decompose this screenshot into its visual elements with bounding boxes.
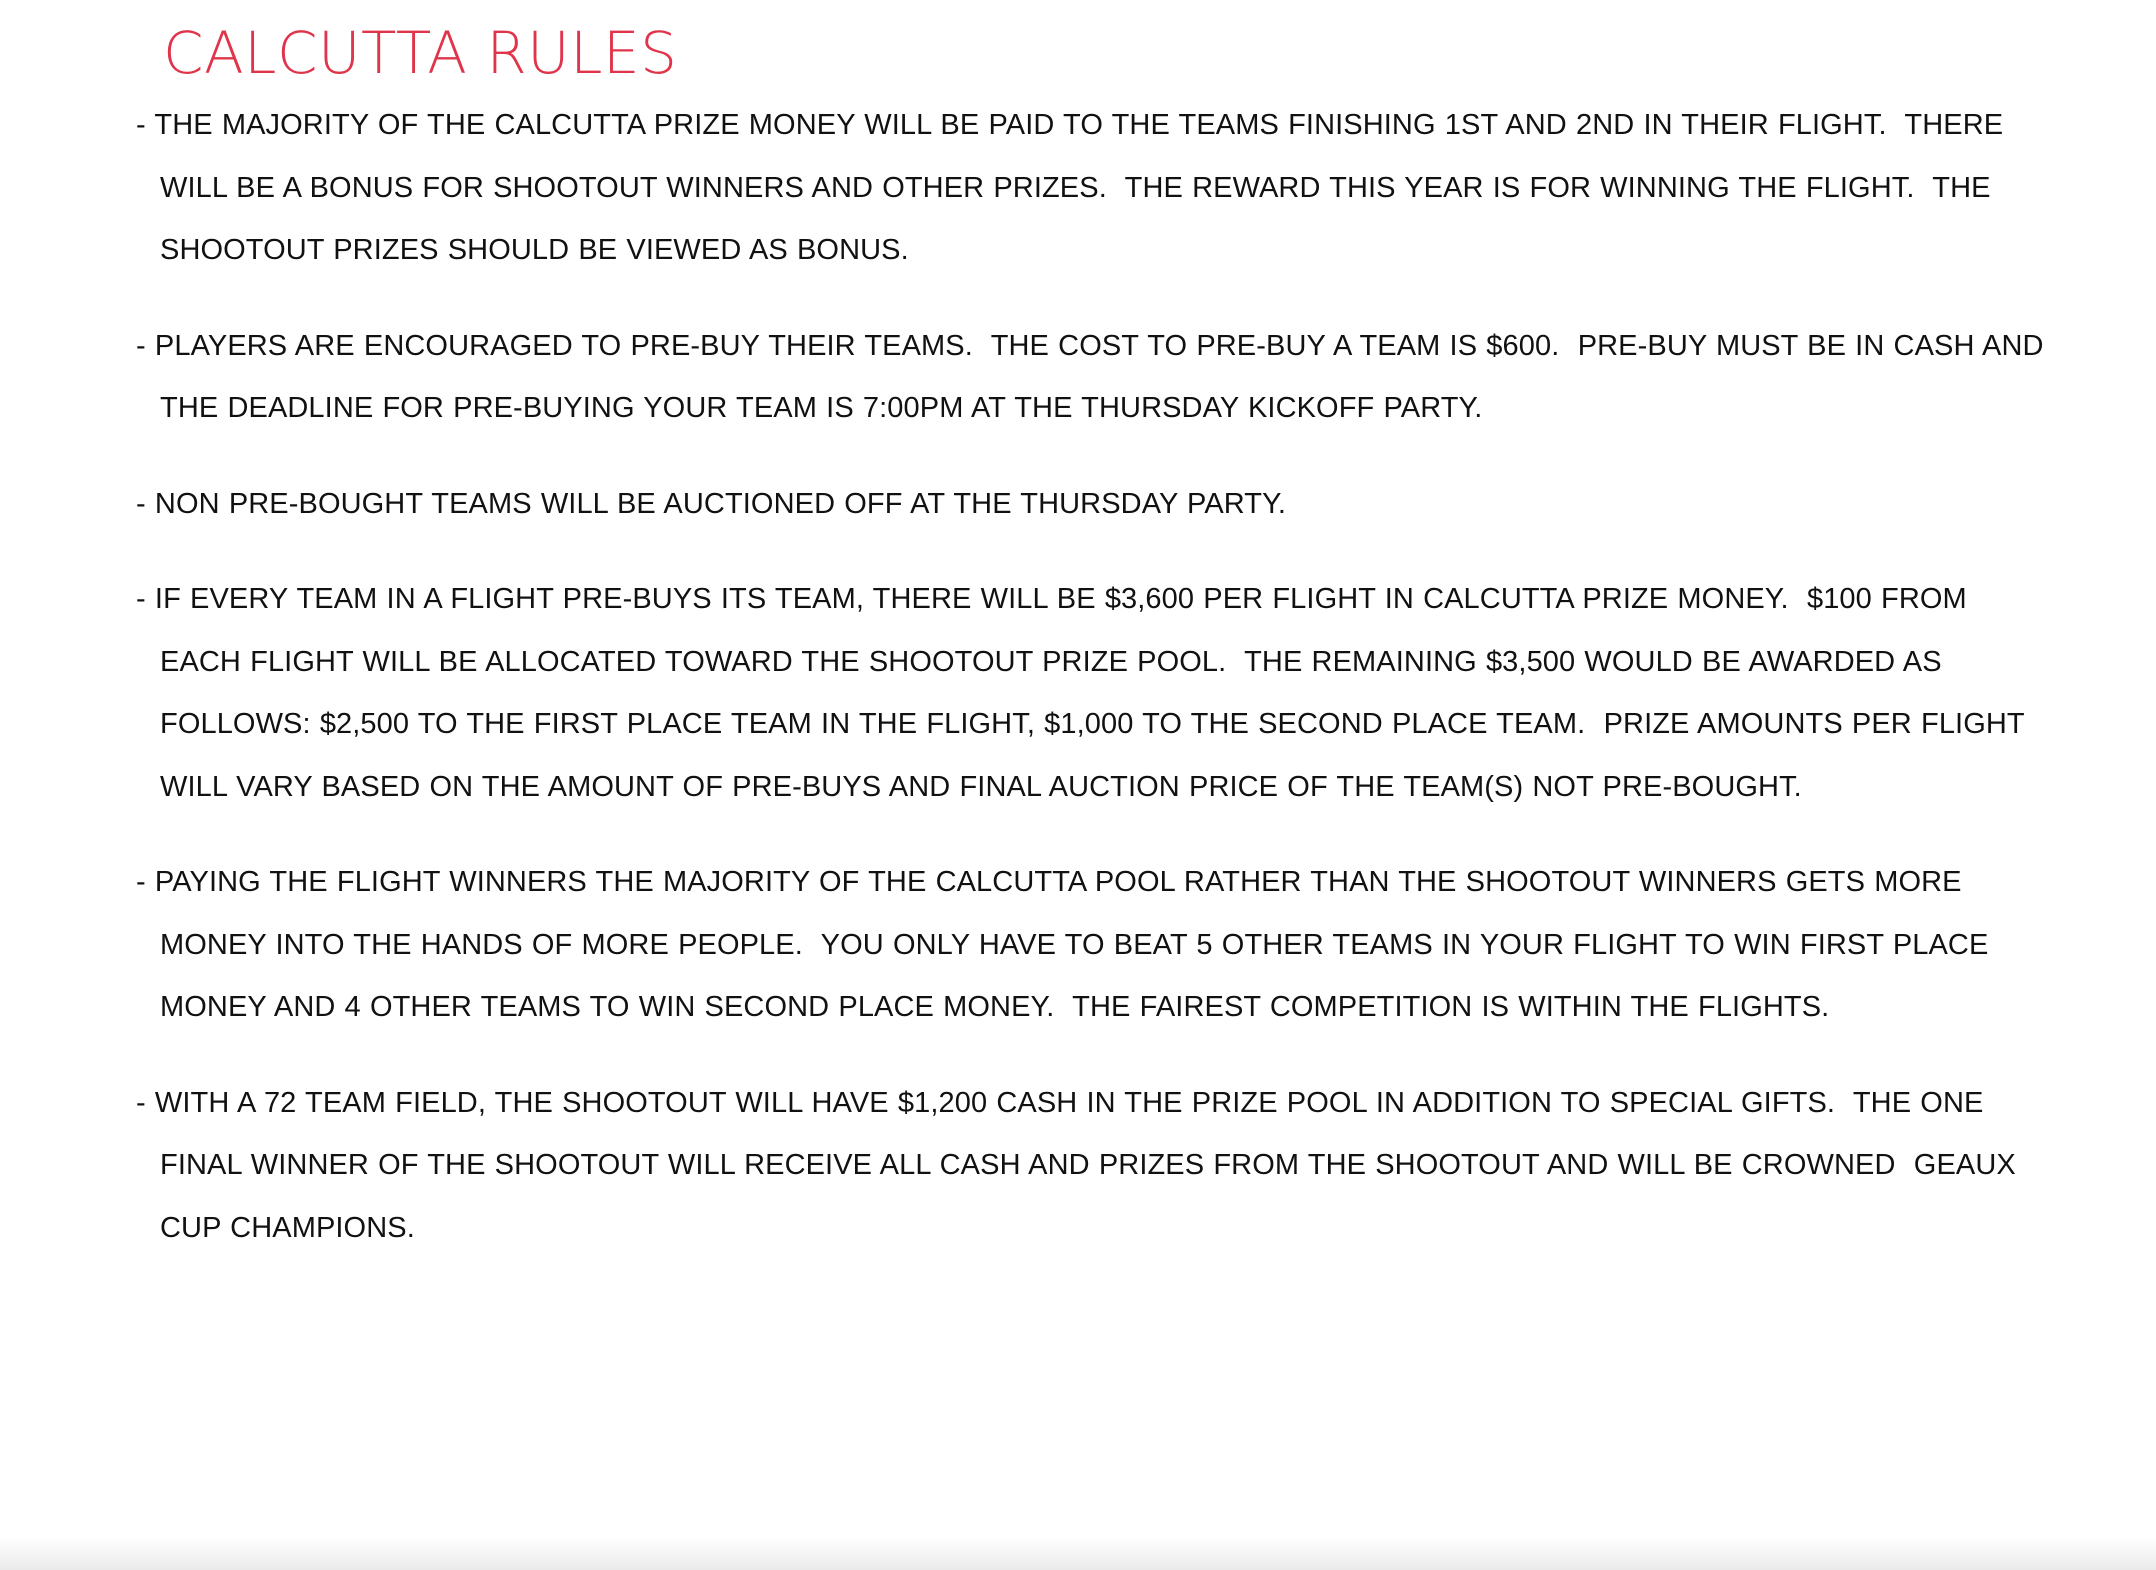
rule-item-auction: - NON PRE-BOUGHT TEAMS WILL BE AUCTIONED OFF AT THE THURSDAY PARTY.	[136, 487, 1286, 520]
rule-item-prize-money: - IF EVERY TEAM IN A FLIGHT PRE-BUYS ITS TEAM, THERE WILL BE $3,600 PER FLIGHT IN CALCUTTA PRIZE MONEY. $100 FROM EACH FLIGHT WILL BE ALLOCATED TOWARD THE SHOOTOUT PRIZE POOL. THE REMAINING $3,500 WOULD BE AWARDED AS FOLLOWS: $2,500 TO THE FIRST PLACE TEAM IN THE FLIGHT, $1,000 TO THE SECOND PLACE TEAM. PRIZE AMOUNTS PER FLIGHT WILL VARY BASED ON THE AMOUNT OF PRE-BUYS AND FINAL AUCTION PRICE OF THE TEAM(S) NOT PRE-BOUGHT.	[136, 583, 2034, 803]
rule-item-pre-buy: - PLAYERS ARE ENCOURAGED TO PRE-BUY THEIR TEAMS. THE COST TO PRE-BUY A TEAM IS $600. PRE-BUY MUST BE IN CASH AND THE DEADLINE FOR PRE-BUYING YOUR TEAM IS 7:00PM AT THE THURSDAY KICKOFF PARTY.	[136, 329, 2053, 424]
rule-item-prize-distribution: - THE MAJORITY OF THE CALCUTTA PRIZE MONEY WILL BE PAID TO THE TEAMS FINISHING 1ST AND 2ND IN THEIR FLIGHT. THERE WILL BE A BONUS FOR SHOOTOUT WINNERS AND OTHER PRIZES. THE REWARD THIS YEAR IS FOR WINNING THE FLIGHT. THE SHOOTOUT PRIZES SHOULD BE VIEWED AS BONUS.	[136, 109, 2013, 266]
rules-list	[136, 94, 2056, 1292]
bottom-edge-shadow	[0, 1536, 2156, 1570]
rule-item-shootout: - WITH A 72 TEAM FIELD, THE SHOOTOUT WILL HAVE $1,200 CASH IN THE PRIZE POOL IN ADDITION TO SPECIAL GIFTS. THE ONE FINAL WINNER OF THE SHOOTOUT WILL RECEIVE ALL CASH AND PRIZES FROM THE SHOOTOUT AND WILL BE CROWNED GEAUX CUP CHAMPIONS.	[136, 1086, 2026, 1244]
page-title: CALCUTTA RULES	[163, 19, 678, 87]
rule-item-flight-winners: - PAYING THE FLIGHT WINNERS THE MAJORITY OF THE CALCUTTA POOL RATHER THAN THE SHOOTOUT WINNERS GETS MORE MONEY INTO THE HANDS OF MORE PEOPLE. YOU ONLY HAVE TO BEAT 5 OTHER TEAMS IN YOUR FLIGHT TO WIN FIRST PLACE MONEY AND 4 OTHER TEAMS TO WIN SECOND PLACE MONEY. THE FAIREST COMPETITION IS WITHIN THE FLIGHTS.	[136, 866, 1998, 1023]
